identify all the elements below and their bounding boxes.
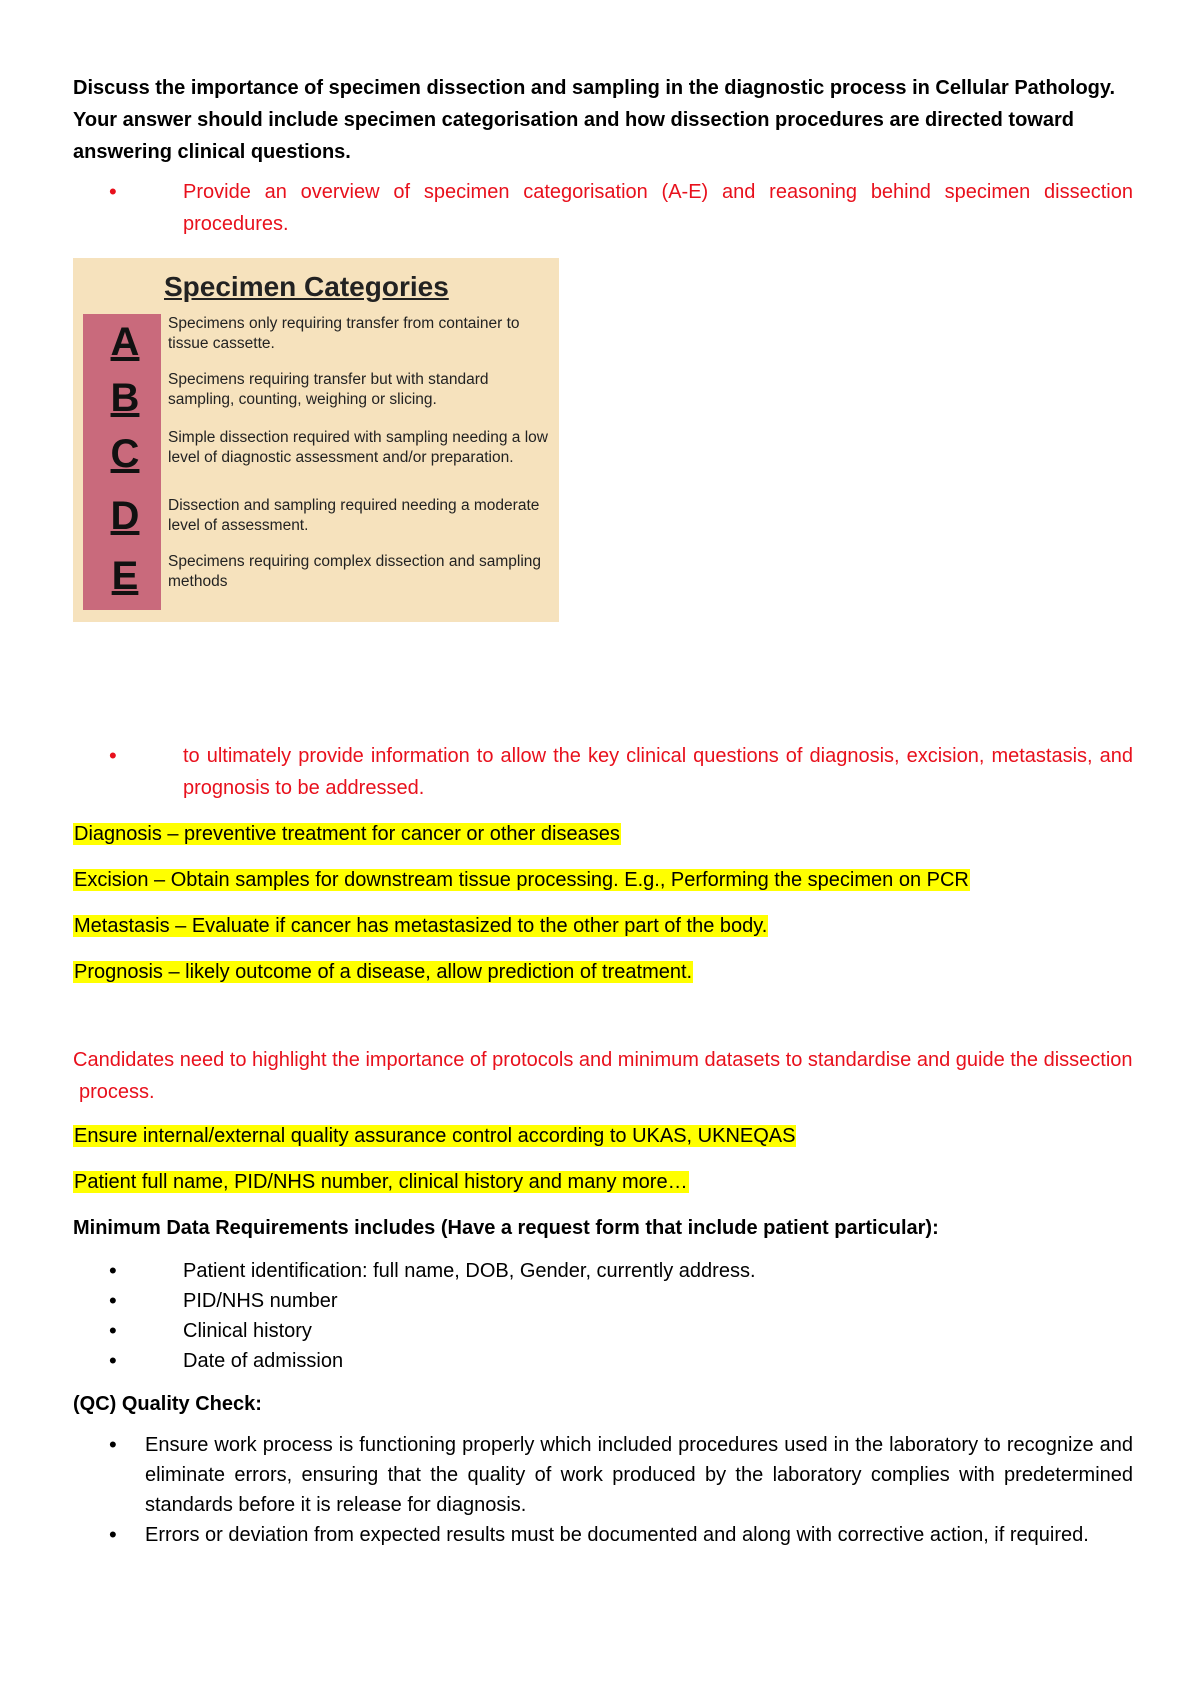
highlight-line — [73, 818, 1133, 850]
figure-title: Specimen Categories — [164, 271, 449, 302]
highlight-line — [73, 1166, 1133, 1198]
qc-heading: (QC) Quality Check: — [73, 1393, 262, 1415]
bullet-dot: • — [109, 179, 117, 204]
bullet-dot: • — [109, 1348, 117, 1373]
list-item-text: Date of admission — [183, 1350, 344, 1372]
highlight-line — [73, 1120, 1133, 1152]
highlight-line — [73, 910, 1133, 942]
document-page — [73, 72, 1133, 1550]
highlight-excision: Excision – Obtain samples for downstream tissue processing. E.g., Performing the specimen on PCR — [74, 869, 969, 891]
list-item — [73, 1520, 1133, 1550]
list-item-text: Ensure work process is functioning properly which included procedures used in the laboratory to recognize and eliminate errors, ensuring that the quality of work produced by the laboratory complies with predetermined standards before it is release for diagnosis. — [145, 1434, 1133, 1516]
highlight-diagnosis: Diagnosis – preventive treatment for cancer or other diseases — [74, 823, 620, 845]
bullet-dot: • — [109, 1522, 117, 1547]
figure-panel — [83, 314, 549, 610]
category-letter-d: D — [110, 494, 140, 538]
list-item-text: PID/NHS number — [183, 1290, 338, 1312]
bullet-dot: • — [109, 1258, 117, 1283]
min-data-list — [73, 1256, 1133, 1376]
list-item-text: Clinical history — [183, 1320, 312, 1342]
candidates-note: Candidates need to highlight the importance of protocols and minimum datasets to standardise and guide the dissection process. — [73, 1049, 1133, 1103]
category-letter-b: B — [110, 376, 140, 420]
highlight-quality-assurance: Ensure internal/external quality assurance control according to UKAS, UKNEQAS — [74, 1125, 796, 1147]
category-letter-e: E — [111, 554, 139, 598]
list-item-text: Patient identification: full name, DOB, Gender, currently address. — [183, 1260, 756, 1282]
list-item — [73, 1256, 1133, 1286]
bullet-dot: • — [109, 1432, 117, 1457]
category-desc-a: Specimens only requiring transfer from container to tissue cassette. — [168, 315, 520, 352]
list-item — [73, 1316, 1133, 1346]
bullet-dot: • — [109, 1318, 117, 1343]
highlight-prognosis: Prognosis – likely outcome of a disease, allow prediction of treatment. — [74, 961, 693, 983]
category-letter-bar — [83, 314, 161, 610]
highlight-line — [73, 864, 1133, 896]
bullet-clinical-questions-text: to ultimately provide information to allow the key clinical questions of diagnosis, excision, metastasis, and prognosis to be addressed. — [183, 745, 1133, 799]
category-letter-a: A — [110, 320, 140, 364]
bullet-overview-text: Provide an overview of specimen categorisation (A-E) and reasoning behind specimen dissection procedures. — [183, 181, 1133, 235]
specimen-categories-figure — [73, 258, 559, 622]
highlight-line — [73, 956, 1133, 988]
bullet-dot: • — [109, 1288, 117, 1313]
question-text: Discuss the importance of specimen dissection and sampling in the diagnostic process in Cellular Pathology. Your answer should include specimen categorisation and how dissection procedures are directed toward answering clinical questions. — [73, 77, 1116, 163]
list-item-text: Errors or deviation from expected results must be documented and along with corrective action, if required. — [145, 1524, 1089, 1546]
category-letter-c: C — [110, 432, 140, 476]
highlight-metastasis: Metastasis – Evaluate if cancer has metastasized to the other part of the body. — [74, 915, 768, 937]
highlight-patient-details: Patient full name, PID/NHS number, clinical history and many more… — [74, 1171, 688, 1193]
category-desc-c: Simple dissection required with sampling needing a low level of diagnostic assessment and/or preparation. — [168, 429, 548, 466]
list-item — [73, 1430, 1133, 1520]
qc-list — [73, 1430, 1133, 1550]
bullet-dot: • — [109, 743, 117, 768]
category-desc-e: Specimens requiring complex dissection and sampling methods — [168, 553, 542, 590]
list-item — [73, 1286, 1133, 1316]
category-desc-d: Dissection and sampling required needing a moderate level of assessment. — [168, 497, 540, 534]
min-data-heading: Minimum Data Requirements includes (Have a request form that include patient particular): — [73, 1217, 939, 1239]
category-desc-b: Specimens requiring transfer but with standard sampling, counting, weighing or slicing. — [168, 371, 489, 408]
bullet-clinical-questions — [73, 740, 1133, 804]
bullet-overview — [73, 176, 1133, 240]
list-item — [73, 1346, 1133, 1376]
